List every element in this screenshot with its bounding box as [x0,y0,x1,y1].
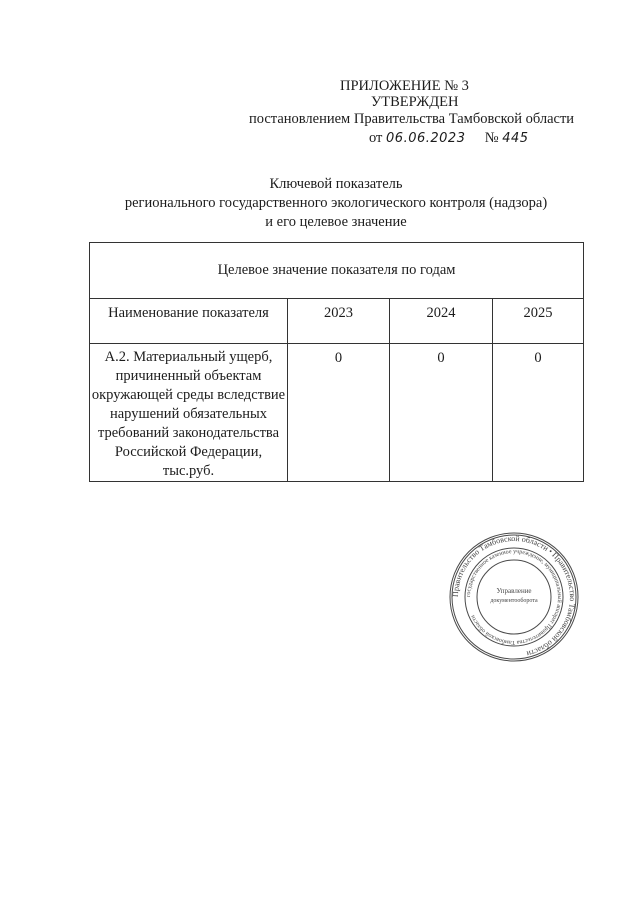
title-line-1: Ключевой показатель [269,176,403,192]
title-line-2: регионального государственного экологического контроля (надзора) [124,195,548,211]
stamp-center-line-2: документооборота [490,598,538,604]
date-prefix: от [369,130,383,146]
stamp-outer-text: Правительство Тамбовской области • Правительство Тамбовской области [450,533,578,659]
svg-text:государственное казенное учреж [466,549,563,645]
kpi-table [89,242,584,482]
handwritten-number: 445 [502,131,529,146]
stamp-inner-text: государственное казенное учреждение, муниципальный аппарат Правительства Тамбовской области [465,548,563,646]
official-seal-stamp [447,530,581,664]
value-cell: 0 [288,344,390,482]
approved-title: УТВЕРЖДЕН [371,94,459,110]
table-row [90,344,584,482]
value-cell: 0 [493,344,584,482]
year-header: 2025 [493,299,584,344]
date-line [369,131,529,146]
year-header: 2023 [288,299,390,344]
stamp-center-line-1: Управление [496,587,532,595]
table-header-row [90,243,584,299]
target-values-header: Целевое значение показателя по годам [90,243,584,299]
appendix-title: ПРИЛОЖЕНИЕ № 3 [340,78,469,94]
indicator-name-cell: А.2. Материальный ущерб, причиненный объектам окружающей среды вследствие нарушений обязательных требований законодательства Российской Федерации, тыс.руб. [90,344,288,482]
indicator-name-header: Наименование показателя [90,299,288,344]
handwritten-date: 06.06.2023 [386,131,466,146]
year-header: 2024 [390,299,493,344]
number-sign: № [484,130,499,146]
table-column-header-row [90,299,584,344]
value-cell: 0 [390,344,493,482]
title-line-3: и его целевое значение [265,214,407,230]
document-title [88,175,584,232]
resolution-line: постановлением Правительства Тамбовской области [249,111,575,127]
